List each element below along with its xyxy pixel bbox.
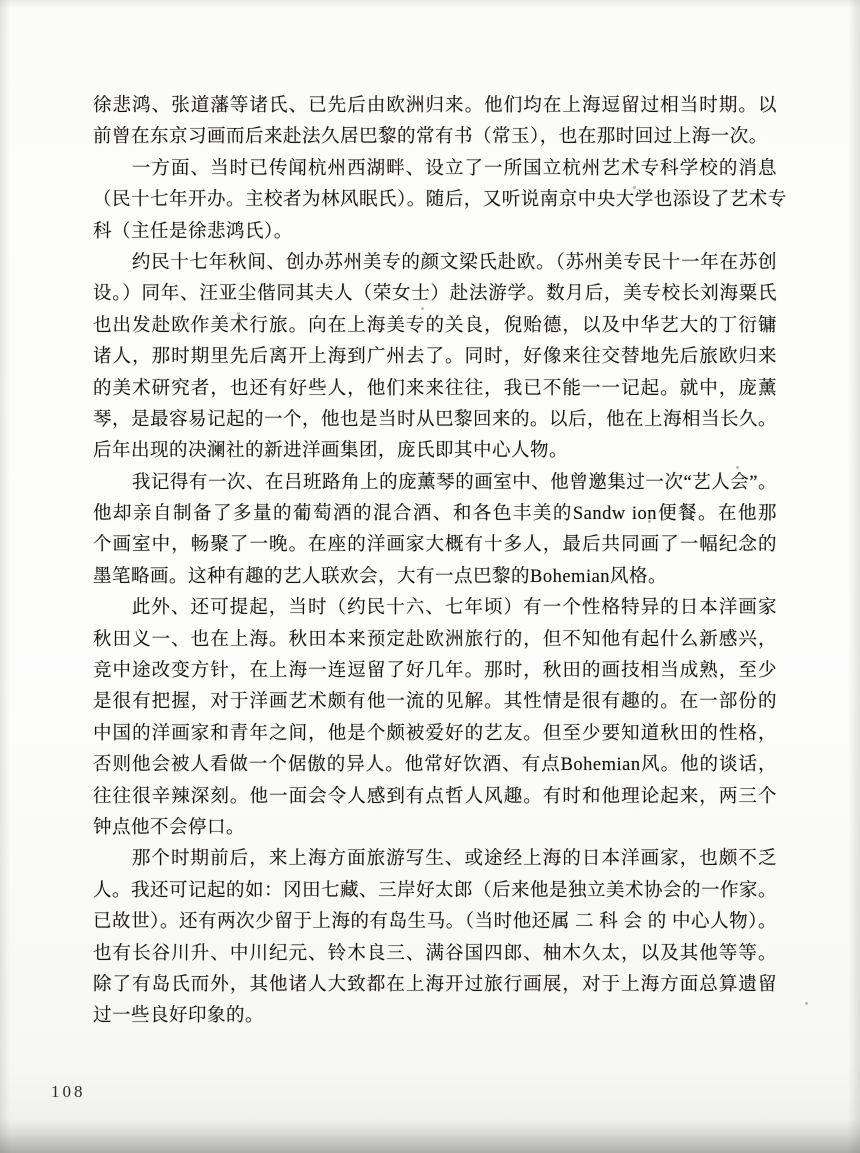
text-line: （民十七年开办。主校者为林风眠氏）。随后，又听说南京中央大学也添设了艺术专: [93, 190, 787, 211]
text-line: 科（主任是徐悲鸿氏）。: [93, 221, 293, 242]
page-number: 108: [51, 1082, 86, 1101]
text-line: 此外、还可提起，当时（约民十六、七年顷）有一个性格特异的日本洋画家: [131, 598, 777, 619]
text-line: 他却亲自制备了多量的葡萄酒的混合酒、和各色丰美的Sandw ion便餐。在他那: [93, 504, 777, 525]
text-line: 竞中途改变方针，在上海一连逗留了好几年。那时，秋田的画技相当成熟，至少: [93, 661, 777, 682]
text-line: 钟点他不会停口。: [93, 817, 246, 838]
text-line: 后年出现的决澜社的新进洋画集团，庞氏即其中心人物。: [93, 441, 569, 462]
text-block: [93, 91, 787, 1033]
scan-shadow-right: [848, 0, 860, 1153]
text-line: 的美术研究者，也还有好些人，他们来来往往，我已不能一一记起。就中，庞薰: [93, 378, 777, 399]
text-line: 诸人，那时期里先后离开上海到广州去了。同时，好像来往交替地先后旅欧归来: [93, 347, 777, 368]
text-line: 除了有岛氏而外，其他诸人大致都在上海开过旅行画展，对于上海方面总算遗留: [93, 974, 777, 995]
text-line: 个画室中，畅聚了一晚。在座的洋画家大概有十多人，最后共同画了一幅纪念的: [93, 535, 777, 556]
scan-speck: [805, 1002, 808, 1005]
text-line: 徐悲鸿、张道藩等诸氏、已先后由欧洲归来。他们均在上海逗留过相当时期。以: [93, 96, 777, 116]
text-line: 一方面、当时已传闻杭州西湖畔、设立了一所国立杭州艺术专科学校的消息: [131, 158, 777, 179]
text-line: 也出发赴欧作美术行旅。向在上海美专的关良，倪贻德，以及中华艺大的丁衍镛: [93, 315, 777, 336]
text-line: 已故世）。还有两次少留于上海的有岛生马。（当时他还属 二 科 会 的 中心人物）。: [93, 912, 777, 933]
text-line: 秋田义一、也在上海。秋田本来预定赴欧洲旅行的，但不知他有起什么新感兴，: [93, 629, 777, 650]
text-line: 往往很辛辣深刻。他一面会令人感到有点哲人风趣。有时和他理论起来，两三个: [93, 786, 777, 807]
text-line: 前曾在东京习画而后来赴法久居巴黎的常有书（常玉），也在那时回过上海一次。: [93, 127, 768, 148]
text-line: 那个时期前后，来上海方面旅游写生、或途经上海的日本洋画家，也颇不乏: [131, 849, 777, 870]
text-line: 是很有把握，对于洋画艺术颇有他一流的见解。其性情是很有趣的。在一部份的: [93, 692, 777, 713]
scan-shadow-bottom: [0, 1119, 860, 1153]
text-line: 过一些良好印象的。: [93, 1006, 265, 1027]
text-line: 我记得有一次、在吕班路角上的庞薰琴的画室中、他曾邀集过一次“艺人会”。: [131, 472, 777, 493]
text-line: 琴，是最容易记起的一个，他也是当时从巴黎回来的。以后，他在上海相当长久。: [93, 409, 778, 430]
text-line: 人。我还可记起的如：冈田七藏、三岸好太郎（后来他是独立美术协会的一作家。: [93, 880, 778, 901]
text-line: 约民十七年秋间、创办苏州美专的颜文梁氏赴欧。（苏州美专民十一年在苏创: [131, 252, 777, 273]
text-line: 否则他会被人看做一个倨傲的异人。他常好饮酒、有点Bohemian风。他的谈话，: [93, 755, 777, 776]
scan-shadow-left: [0, 0, 10, 1153]
text-line: 中国的洋画家和青年之间，他是个颇被爱好的艺友。但至少要知道秋田的性格，: [93, 723, 777, 744]
text-line: 也有长谷川升、中川纪元、铃木良三、满谷国四郎、柚木久太，以及其他等等。: [93, 943, 777, 964]
scan-shadow-top: [0, 0, 860, 8]
text-line: 设。）同年、汪亚尘偕同其夫人（荣女士）赴法游学。数月后，美专校长刘海粟氏: [93, 284, 777, 305]
text-line: 墨笔略画。这种有趣的艺人联欢会，大有一点巴黎的Bohemian风格。: [93, 566, 668, 587]
